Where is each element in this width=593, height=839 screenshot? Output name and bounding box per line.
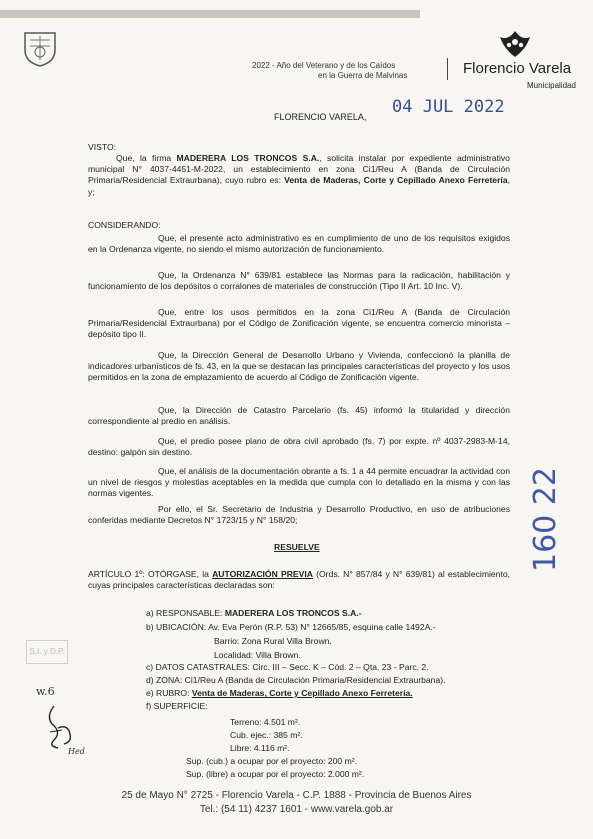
page-number-stamp: 160 22 — [528, 467, 563, 572]
considerando-heading: CONSIDERANDO: — [88, 220, 161, 230]
item-catastrales: c) DATOS CATASTRALES: Circ. III – Secc. K – Cód. 2 – Qta. 23 - Parc. 2. — [146, 662, 429, 672]
initials-note: Hed — [68, 747, 85, 756]
item-libre: Libre: 4.116 m². — [230, 743, 290, 753]
footer-address: 25 de Mayo N° 2725 - Florencio Varela - C.P. 1888 - Provincia de Buenos Aires — [121, 790, 472, 801]
item-sup-libre: Sup. (libre) a ocupar por el proyecto: 2.000 m². — [186, 769, 365, 779]
item-cubierta: Cub. ejec.: 385 m². — [230, 730, 303, 740]
considerando-para-7: Que, el análisis de la documentación obrante a fs. 1 a 44 permite encuadrar la actividad con un nivel de riesgos y molestias aceptables en la medida que cumpla con lo detallado en la misma y con las normas vigentes. — [88, 466, 510, 499]
header-divider — [447, 58, 448, 80]
considerando-para-4: Que, la Dirección General de Desarrollo Urbano y Vivienda, confeccionó la planilla de indicadores urbanísticos de fs. 43, en la que se destacan las principales características del proyecto y los usos permitidos en la zona de emplazamiento de acuerdo al Código de Zonificación vigente. — [88, 350, 510, 383]
motto-line-1: 2022 - Año del Veterano y de los Caídos — [252, 61, 396, 70]
top-edge-mark — [0, 10, 420, 18]
item-ubicacion: b) UBICACIÓN: Av. Eva Perón (R.P. 53) N° 12665/85, esquina calle 1492A.- — [146, 622, 436, 632]
considerando-para-1: Que, el presente acto administrativo es en cumplimiento de uno de los requisitos exigidos en la Ordenanza vigente, no siendo el mismo autorización de funcionamiento. — [88, 233, 510, 255]
item-zona: d) ZONA: Ci1/Reu A (Banda de Circulación Primaria/Residencial Extraurbana). — [146, 675, 446, 685]
item-terreno: Terreno: 4.501 m². — [230, 717, 301, 727]
place-label: FLORENCIO VARELA, — [274, 112, 367, 122]
visto-paragraph: Que, la firma MADERERA LOS TRONCOS S.A., solicita instalar por expediente administrativo municipal N° 4037-4451-M-2022, un establecimiento en zona Ci1/Reu A (Banda de Circulación Primaria/Residencial Extraurbana), cuyo rubro es: Venta de Maderas, Corte y Cepillado Anexo Ferretería, y; — [88, 153, 510, 197]
item-rubro: e) RUBRO: Venta de Maderas, Corte y Cepillado Anexo Ferretería. — [146, 688, 413, 698]
considerando-para-5: Que, la Dirección de Catastro Parcelario (fs. 45) informó la titularidad y dirección correspondiente al predio en análisis. — [88, 405, 510, 427]
municipal-crest-icon — [22, 30, 58, 68]
footer-contact: Tel.: (54 11) 4237 1601 - www.varela.gob.ar — [199, 804, 394, 815]
considerando-para-8: Por ello, el Sr. Secretario de Industria y Desarrollo Productivo, en uso de atribuciones conferidas mediante Decretos N° 1723/15 y N° 158/20; — [88, 504, 510, 526]
item-superficie: f) SUPERFICIE: — [146, 701, 208, 711]
item-responsable: a) RESPONSABLE: MADERERA LOS TRONCOS S.A.- — [146, 608, 362, 618]
florencio-varela-logo-icon — [490, 27, 540, 61]
item-barrio: Barrio: Zona Rural Villa Brown. — [214, 636, 332, 646]
considerando-para-2: Que, la Ordenanza N° 639/81 establece las Normas para la radicación, habilitación y funcionamiento de los depósitos o corralones de materiales de construcción (Tipo II Art. 10 Inc. V). — [88, 270, 510, 292]
signature-scribble-icon — [40, 702, 80, 752]
considerando-para-3: Que, entre los usos permitidos en la zona Ci1/Reu A (Banda de Circulación Primaria/Residencial Extraurbana) por el Código de Zonificación vigente, se encuentra comercio minorista – depósito tipo II. — [88, 307, 510, 340]
considerando-para-6: Que, el predio posee plano de obra civil aprobado (fs. 7) por expte. nº 4037-2983-M-14, destino: galpón sin destino. — [88, 436, 510, 458]
date-stamp: 04 JUL 2022 — [392, 97, 505, 117]
margin-stamp: S.I. y D.P. — [26, 640, 68, 664]
item-localidad: Localidad: Villa Brown. — [214, 650, 301, 660]
handwritten-note: w.6 — [36, 685, 55, 698]
motto-line-2: en la Guerra de Malvinas — [318, 71, 408, 80]
resuelve-heading: RESUELVE — [274, 542, 320, 552]
article-1: ARTÍCULO 1º: OTÓRGASE, la AUTORIZACIÓN PREVIA (Ords. N° 857/84 y N° 639/81) al establecimiento, cuyas principales características declaradas son: — [88, 569, 511, 591]
brand-name: Florencio Varela — [463, 60, 572, 77]
brand-subtitle: Municipalidad — [527, 81, 576, 90]
visto-heading: VISTO: — [88, 142, 117, 152]
item-sup-cub: Sup. (cub.) a ocupar por el proyecto: 200 m². — [186, 756, 358, 766]
